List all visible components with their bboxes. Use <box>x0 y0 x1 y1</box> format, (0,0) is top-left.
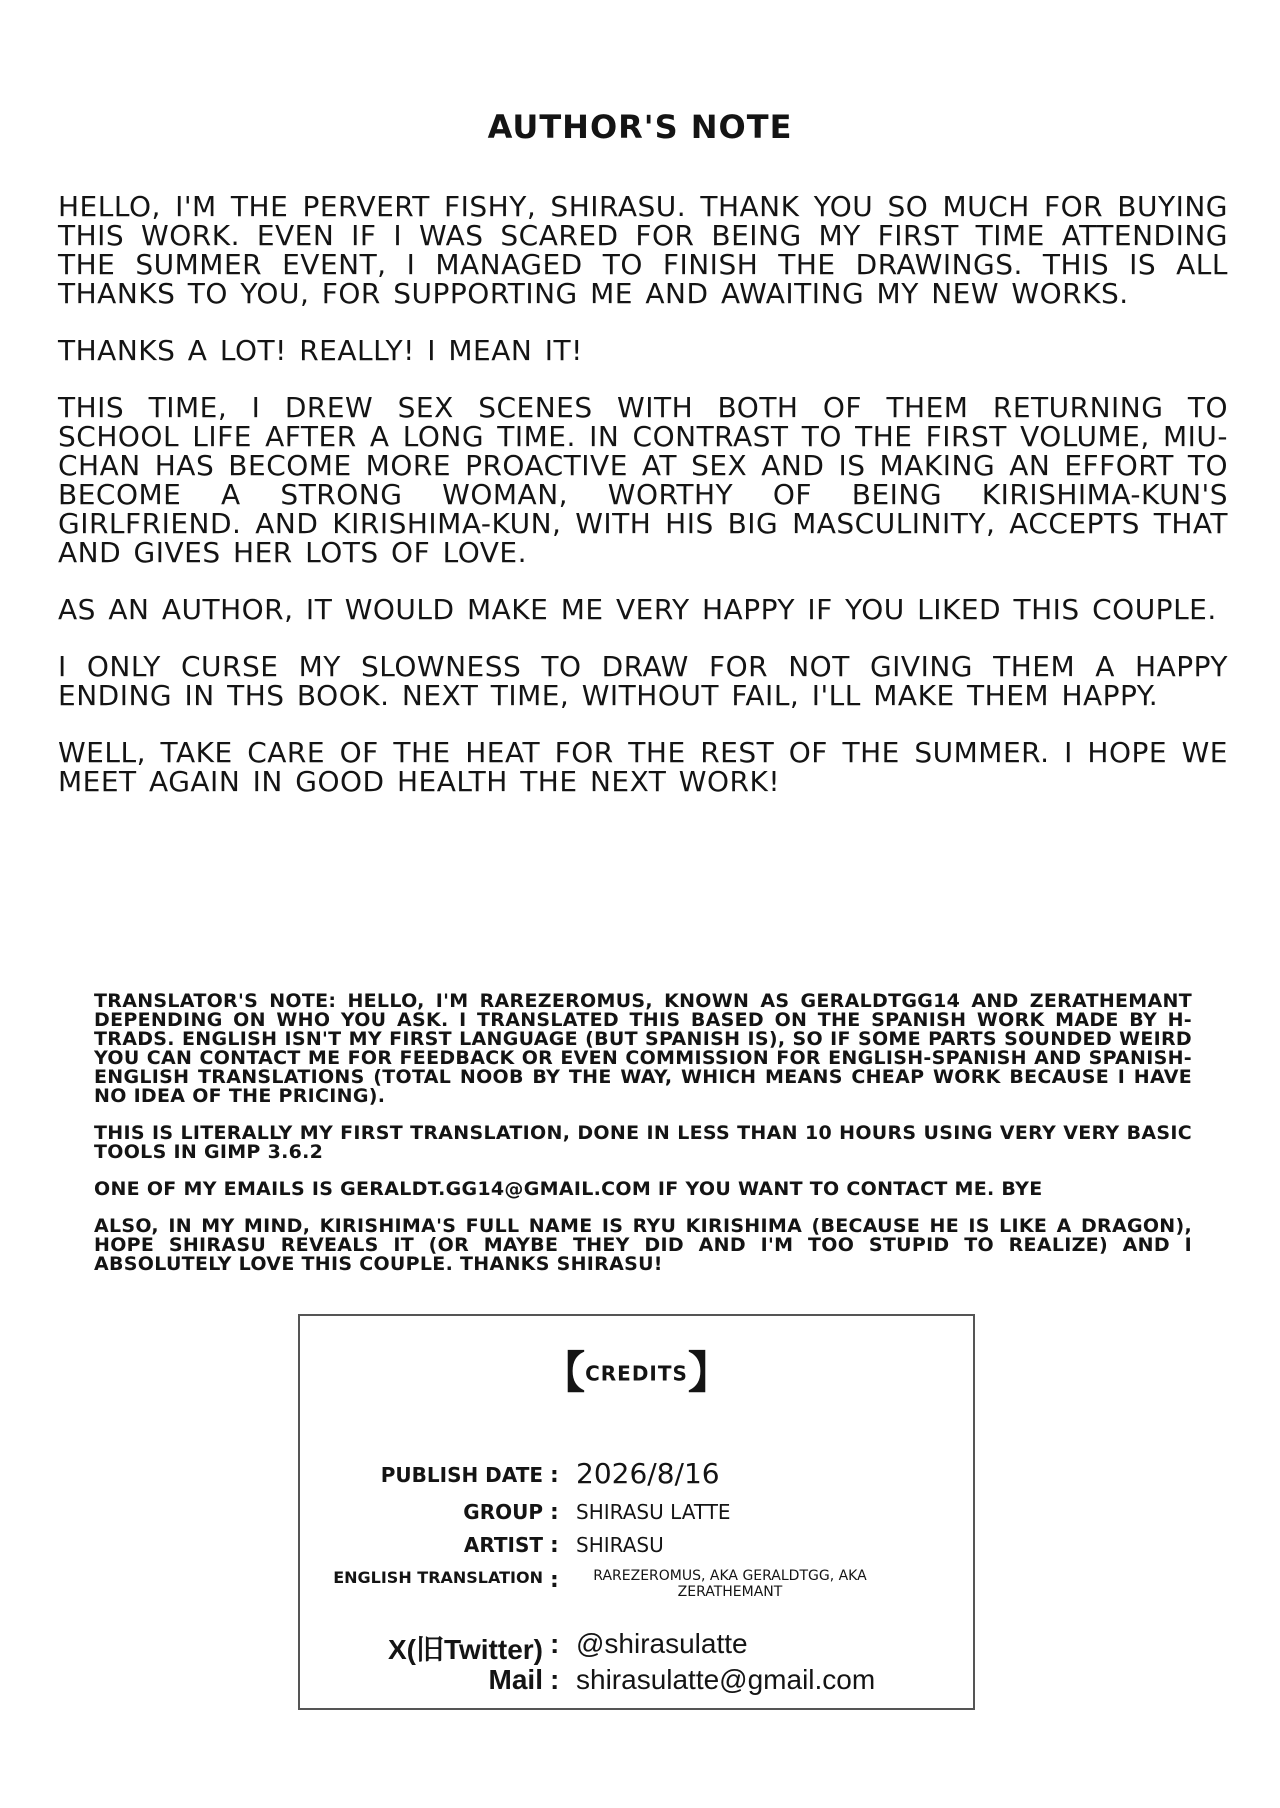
credit-label: GROUP <box>463 1500 543 1524</box>
contact-separator: : <box>550 1628 560 1659</box>
credits-bracket-right: 】 <box>687 1347 732 1399</box>
author-note-paragraph: HELLO, I'M THE PERVERT FISHY, SHIRASU. THANK YOU SO MUCH FOR BUYING THIS WORK. EVEN IF I WAS SCARED FOR BEING MY FIRST TIME ATTENDING THE SUMMER EVENT, I MANAGED TO FINISH THE DRAWINGS. THIS IS ALL THANKS TO YOU, FOR SUPPORTING ME AND AWAITING MY NEW WORKS. <box>58 190 1228 310</box>
credit-row-group <box>300 1500 973 1534</box>
credit-row-artist <box>300 1533 973 1567</box>
credit-value: SHIRASU LATTE <box>576 1500 731 1524</box>
translator-note <box>94 992 1192 1292</box>
credit-separator: : <box>550 1568 559 1593</box>
credits-title: CREDITS <box>585 1361 688 1386</box>
credit-separator: : <box>550 1533 559 1558</box>
author-note-body <box>58 192 1228 824</box>
author-note-title: AUTHOR'S NOTE <box>487 108 793 146</box>
contact-row-mail <box>300 1664 973 1698</box>
credits-bracket-left: 【 <box>541 1347 586 1399</box>
credit-label: ARTIST <box>463 1533 543 1557</box>
author-note-paragraph: THIS TIME, I DREW SEX SCENES WITH BOTH OF THEM RETURNING TO SCHOOL LIFE AFTER A LONG TIME. IN CONTRAST TO THE FIRST VOLUME, MIU-CHAN HAS BECOME MORE PROACTIVE AT SEX AND IS MAKING AN EFFORT TO BECOME A STRONG WOMAN, WORTHY OF BEING KIRISHIMA-KUN'S GIRLFRIEND. AND KIRISHIMA-KUN, WITH HIS BIG MASCULINITY, ACCEPTS THAT AND GIVES HER LOTS OF LOVE. <box>58 391 1228 569</box>
contact-label: Mail <box>488 1664 543 1695</box>
credit-label: ENGLISH TRANSLATION <box>333 1568 543 1587</box>
credit-value: 2026/8/16 <box>576 1457 720 1490</box>
author-note-paragraph: I ONLY CURSE MY SLOWNESS TO DRAW FOR NOT GIVING THEM A HAPPY ENDING IN THS BOOK. NEXT TIME, WITHOUT FAIL, I'LL MAKE THEM HAPPY. <box>58 650 1228 712</box>
credit-value: RAREZEROMUS, AKA GERALDTGG, AKA ZERATHEMANT <box>593 1568 867 1600</box>
author-note-paragraph: WELL, TAKE CARE OF THE HEAT FOR THE REST OF THE SUMMER. I HOPE WE MEET AGAIN IN GOOD HEALTH THE NEXT WORK! <box>58 736 1228 798</box>
credits-box <box>298 1314 975 1710</box>
contact-value: @shirasulatte <box>576 1628 748 1659</box>
author-note-paragraph: AS AN AUTHOR, IT WOULD MAKE ME VERY HAPPY IF YOU LIKED THIS COUPLE. <box>58 593 1217 626</box>
credit-row-english-translation <box>300 1568 973 1602</box>
contact-value: shirasulatte@gmail.com <box>576 1664 876 1695</box>
credit-value: SHIRASU <box>576 1533 664 1557</box>
contact-separator: : <box>550 1664 560 1695</box>
credit-separator: : <box>550 1500 559 1525</box>
credits-header <box>300 1347 973 1399</box>
credit-label: PUBLISH DATE <box>380 1463 543 1487</box>
translator-note-paragraph: TRANSLATOR'S NOTE: HELLO, I'M RAREZEROMUS, KNOWN AS GERALDTGG14 AND ZERATHEMANT DEPENDING ON WHO YOU ASK. I TRANSLATED THIS BASED ON THE SPANISH WORK MADE BY H-TRADS. ENGLISH ISN'T MY FIRST LANGUAGE (BUT SPANISH IS), SO IF SOME PARTS SOUNDED WEIRD YOU CAN CONTACT ME FOR FEEDBACK OR EVEN COMMISSION FOR ENGLISH-SPANISH AND SPANISH-ENGLISH TRANSLATIONS (TOTAL NOOB BY THE WAY, WHICH MEANS CHEAP WORK BECAUSE I HAVE NO IDEA OF THE PRICING). <box>94 990 1192 1107</box>
translator-note-paragraph: ONE OF MY EMAILS IS GERALDT.GG14@GMAIL.COM IF YOU WANT TO CONTACT ME. BYE <box>94 1178 1043 1200</box>
contact-row-twitter <box>300 1628 973 1665</box>
credit-row-publish-date <box>300 1457 973 1497</box>
author-note-paragraph: THANKS A LOT! REALLY! I MEAN IT! <box>58 334 583 367</box>
translator-note-paragraph: THIS IS LITERALLY MY FIRST TRANSLATION, DONE IN LESS THAN 10 HOURS USING VERY VERY BASIC TOOLS IN GIMP 3.6.2 <box>94 1122 1192 1163</box>
credit-separator: : <box>550 1463 559 1488</box>
contact-label: X(旧Twitter) <box>387 1634 543 1665</box>
translator-note-paragraph: ALSO, IN MY MIND, KIRISHIMA'S FULL NAME IS RYU KIRISHIMA (BECAUSE HE IS LIKE A DRAGON), HOPE SHIRASU REVEALS IT (OR MAYBE THEY DID AND I'M TOO STUPID TO REALIZE) AND I ABSOLUTELY LOVE THIS COUPLE. THANKS SHIRASU! <box>94 1215 1192 1275</box>
